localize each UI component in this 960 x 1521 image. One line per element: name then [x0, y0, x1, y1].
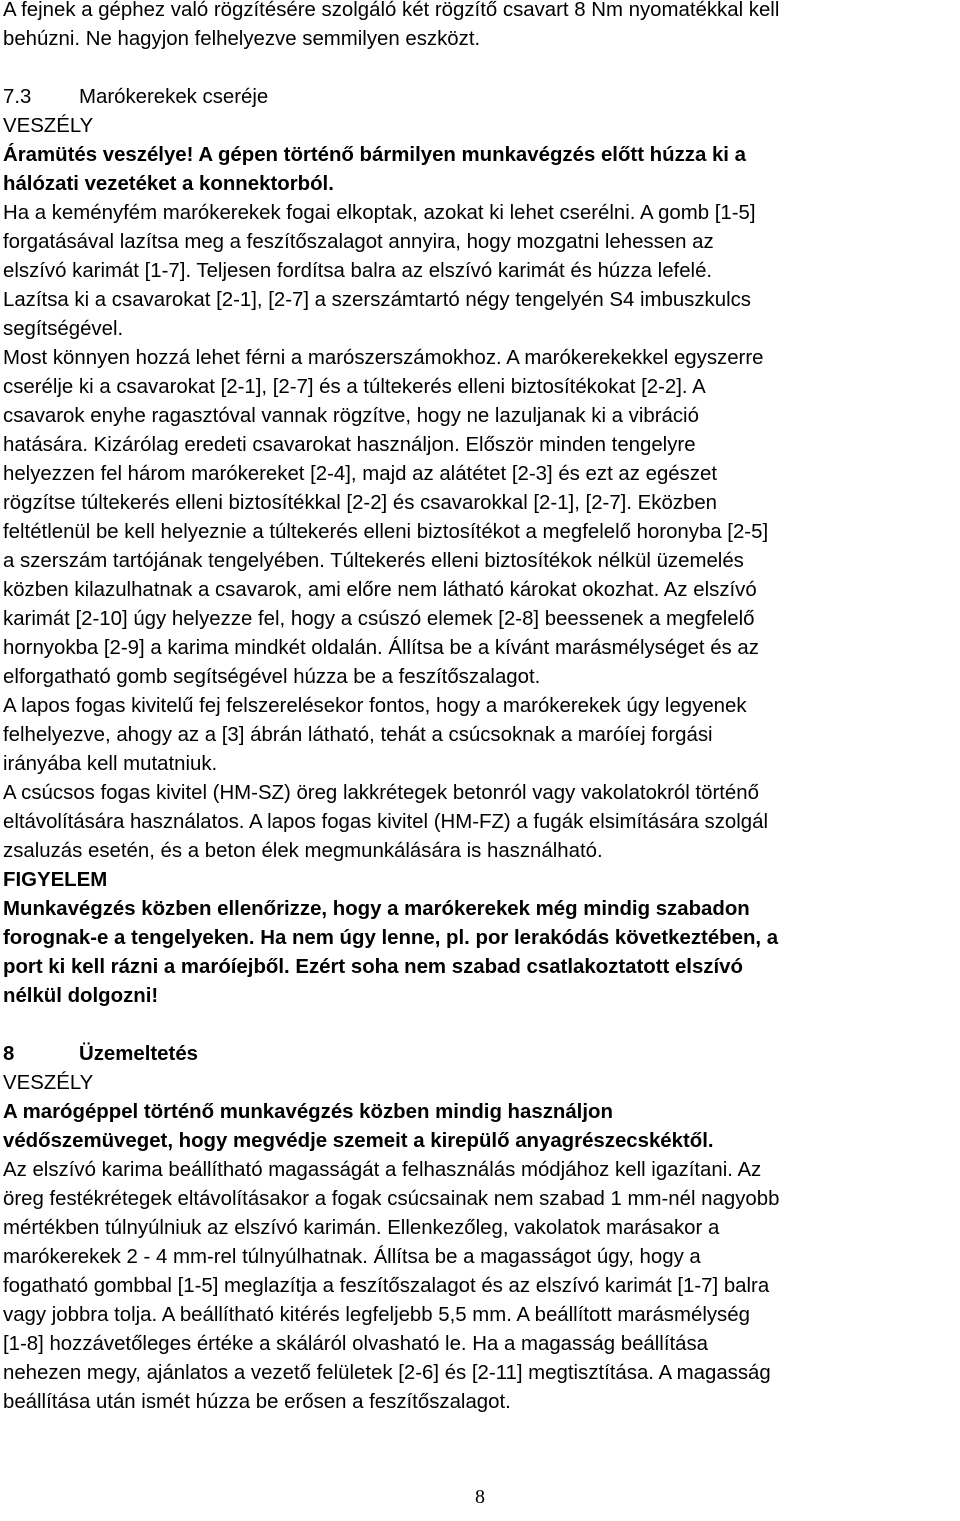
- blank-line: [3, 1011, 957, 1040]
- text-line: rögzítse túltekerés elleni biztosítékkal [2-2] és csavarokkal [2-1], [2-7]. Eközben: [3, 492, 718, 514]
- text-line: elszívó karimát [1-7]. Teljesen fordítsa balra az elszívó karimát és húzza lefelé.: [3, 260, 713, 282]
- text-line: vagy jobbra tolja. A beállítható kitérés legfeljebb 5,5 mm. A beállított marásmélység: [3, 1304, 750, 1326]
- text-line: marókerekek 2 - 4 mm-rel túlnyúlhatnak. Állítsa be a magasságot úgy, hogy a: [3, 1246, 701, 1268]
- text-line: öreg festékrétegek eltávolításakor a fogak csúcsainak nem szabad 1 mm-nél nagyobb: [3, 1188, 780, 1210]
- text-line: helyezzen fel három marókereket [2-4], majd az alátétet [2-3] és ezt az egészet: [3, 463, 718, 485]
- text-line: A fejnek a géphez való rögzítésére szolgáló két rögzítő csavart 8 Nm nyomatékkal kell: [3, 0, 780, 21]
- bold-text-line: nélkül dolgozni!: [3, 985, 159, 1007]
- text-line: Most könnyen hozzá lehet férni a marószerszámokhoz. A marókerekekkel egyszerre: [3, 347, 764, 369]
- text-line: csavarok enyhe ragasztóval vannak rögzítve, hogy ne lazuljanak ki a vibráció: [3, 405, 699, 427]
- text-line: elforgatható gomb segítségével húzza be a feszítőszalagot.: [3, 666, 541, 688]
- blank-line: [3, 54, 957, 83]
- text-line: forgatásával lazítsa meg a feszítőszalagot annyira, hogy mozgatni lehessen az: [3, 231, 714, 253]
- text-line: a szerszám tartójának tengelyében. Túltekerés elleni biztosítékok nélkül üzemelés: [3, 550, 744, 572]
- text-line: karimát [2-10] úgy helyezze fel, hogy a csúszó elemek [2-8] beessenek a megfelelő: [3, 608, 755, 630]
- bold-text-line: Munkavégzés közben ellenőrizze, hogy a marókerekek még mindig szabadon: [3, 898, 750, 920]
- section-heading: [3, 83, 957, 112]
- text-line: Lazítsa ki a csavarokat [2-1], [2-7] a szerszámtartó négy tengelyén S4 imbuszkulcs: [3, 289, 752, 311]
- text-line: segítségével.: [3, 318, 124, 340]
- bold-text-line: hálózati vezetéket a konnektorból.: [3, 173, 334, 195]
- text-line: nehezen megy, ajánlatos a vezető felületek [2-6] és [2-11] megtisztítása. A magasság: [3, 1362, 771, 1384]
- bold-text-line: Áramütés veszélye! A gépen történő bármilyen munkavégzés előtt húzza ki a: [3, 144, 746, 166]
- text-line: zsaluzás esetén, és a beton élek megmunkálására is használható.: [3, 840, 603, 862]
- page-number: 8: [475, 1486, 485, 1508]
- text-line: irányába kell mutatniuk.: [3, 753, 218, 775]
- text-line: cserélje ki a csavarokat [2-1], [2-7] és a túltekerés elleni biztosítékokat [2-2]. A: [3, 376, 706, 398]
- text-line: hatására. Kizárólag eredeti csavarokat használjon. Először minden tengelyre: [3, 434, 696, 456]
- section-title: Üzemeltetés: [79, 1043, 198, 1065]
- text-line: mértékben túlnyúlniuk az elszívó karimán. Ellenkezőleg, vakolatok marásakor a: [3, 1217, 720, 1239]
- text-line: hornyokba [2-9] a karima mindkét oldalán. Állítsa be a kívánt marásmélységet és az: [3, 637, 759, 659]
- text-line: Az elszívó karima beállítható magasságát a felhasználás módjához kell igazítani. Az: [3, 1159, 762, 1181]
- bold-text-line: FIGYELEM: [3, 869, 108, 891]
- text-line: felhelyezve, ahogy az a [3] ábrán látható, tehát a csúcsoknak a maróíej forgási: [3, 724, 713, 746]
- text-line: A csúcsos fogas kivitel (HM-SZ) öreg lakkrétegek betonról vagy vakolatokról történő: [3, 782, 759, 804]
- text-line: eltávolítására használatos. A lapos fogas kivitel (HM-FZ) a fugák elsimítására szolgál: [3, 811, 768, 833]
- document-body: [3, 0, 957, 1417]
- text-line: VESZÉLY: [3, 115, 94, 137]
- bold-text-line: védőszemüveget, hogy megvédje szemeit a kirepülő anyagrészecskéktől.: [3, 1130, 714, 1152]
- text-line: A lapos fogas kivitelű fej felszerelésekor fontos, hogy a marókerekek úgy legyenek: [3, 695, 747, 717]
- section-number: 8: [3, 1043, 15, 1065]
- text-line: [1-8] hozzávetőleges értéke a skáláról olvasható le. Ha a magasság beállítása: [3, 1333, 709, 1355]
- bold-text-line: port ki kell rázni a maróíejből. Ezért soha nem szabad csatlakoztatott elszívó: [3, 956, 743, 978]
- text-line: feltétlenül be kell helyeznie a túltekerés elleni biztosítékot a megfelelő horonyba [2-5]: [3, 521, 769, 543]
- section-title: Marókerekek cseréje: [79, 86, 269, 108]
- text-line: behúzni. Ne hagyjon felhelyezve semmilyen eszközt.: [3, 28, 481, 50]
- text-line: közben kilazulhatnak a csavarok, ami előre nem látható károkat okozhat. Az elszívó: [3, 579, 757, 601]
- section-heading: [3, 1040, 957, 1069]
- text-line: VESZÉLY: [3, 1072, 94, 1094]
- section-number: 7.3: [3, 86, 32, 108]
- text-line: Ha a keményfém marókerekek fogai elkoptak, azokat ki lehet cserélni. A gomb [1-5]: [3, 202, 756, 224]
- bold-text-line: A marógéppel történő munkavégzés közben mindig használjon: [3, 1101, 613, 1123]
- text-line: beállítása után ismét húzza be erősen a feszítőszalagot.: [3, 1391, 511, 1413]
- bold-text-line: forognak-e a tengelyeken. Ha nem úgy lenne, pl. por lerakódás következtében, a: [3, 927, 779, 949]
- text-line: fogatható gombbal [1-5] meglazítja a feszítőszalagot és az elszívó karimát [1-7] balra: [3, 1275, 770, 1297]
